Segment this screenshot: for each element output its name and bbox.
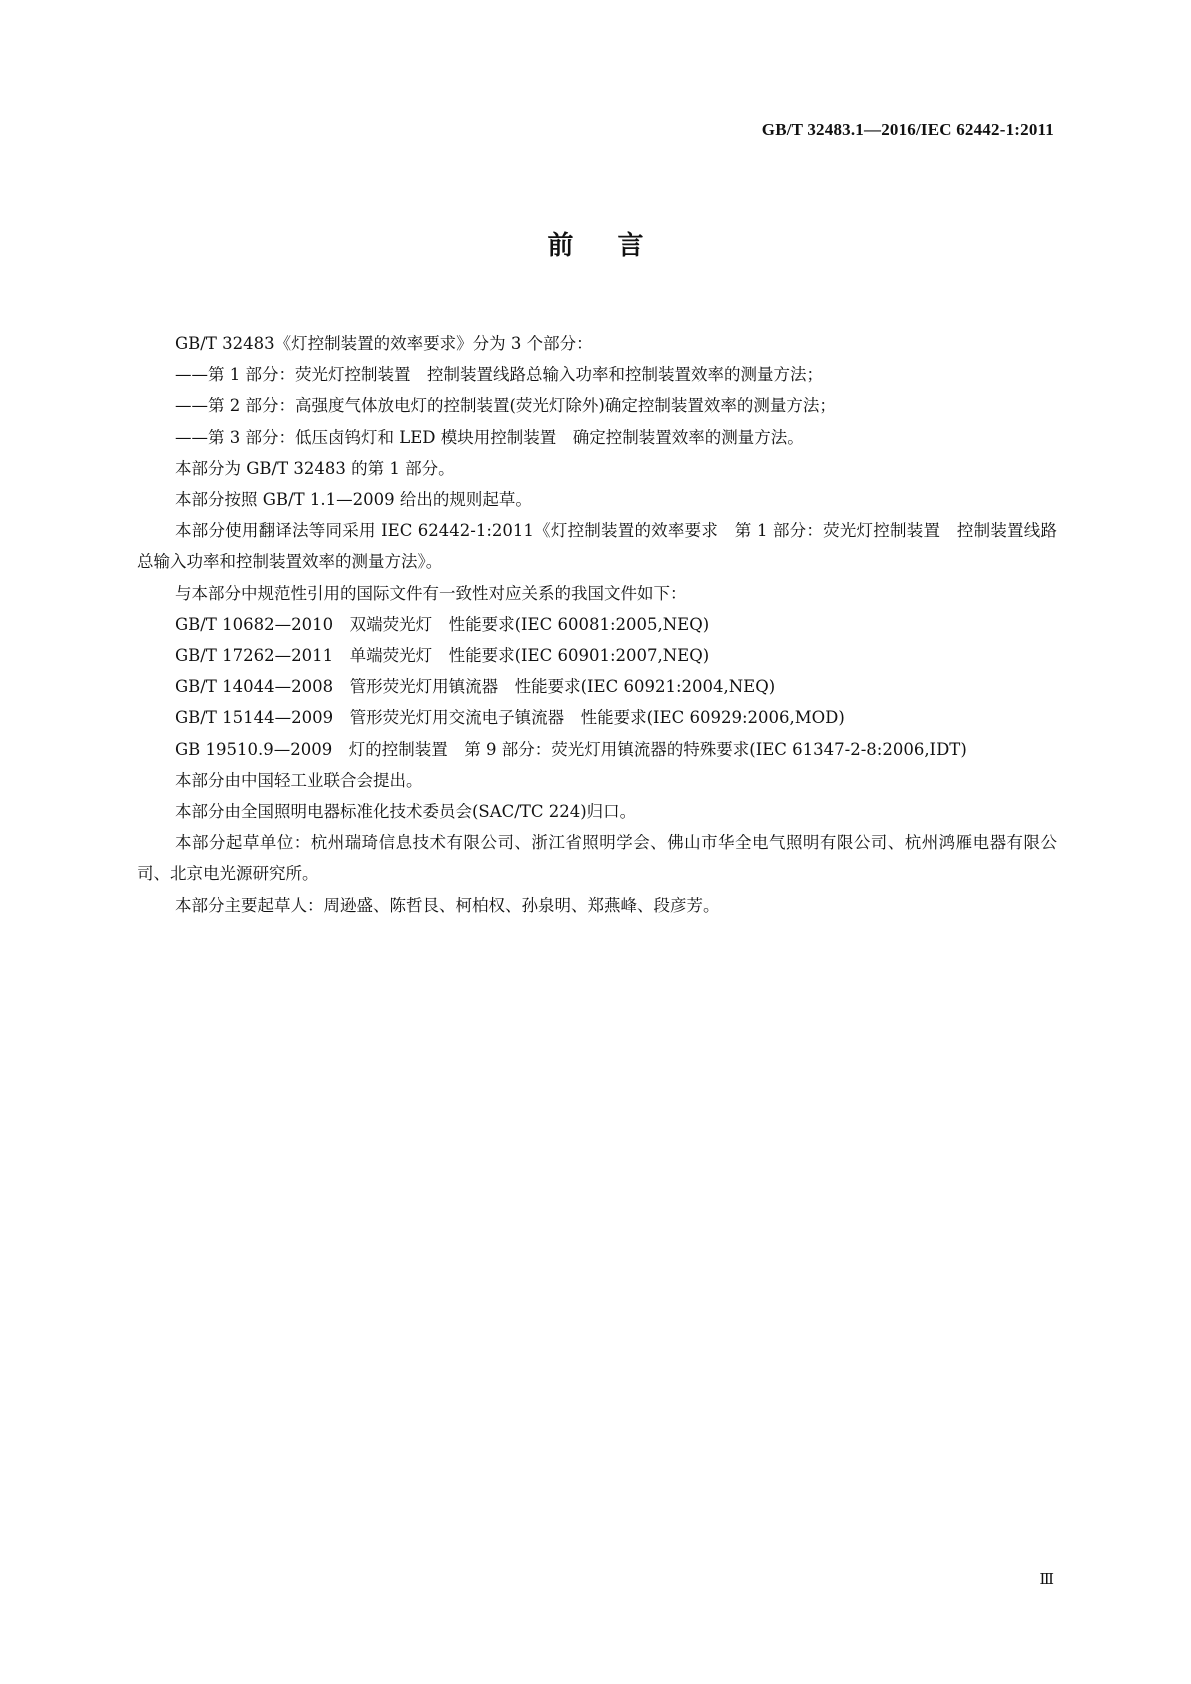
reference-item: GB/T 14044—2008 管形荧光灯用镇流器 性能要求(IEC 60921:2004,NEQ): [175, 677, 776, 697]
paragraph-part-number: 本部分为 GB/T 32483 的第 1 部分。: [175, 458, 455, 478]
reference-item: GB/T 15144—2009 管形荧光灯用交流电子镇流器 性能要求(IEC 60929:2006,MOD): [175, 708, 845, 728]
paragraph-references-intro: 与本部分中规范性引用的国际文件有一致性对应关系的我国文件如下：: [175, 583, 687, 603]
paragraph-drafting-units: 本部分起草单位：杭州瑞琦信息技术有限公司、浙江省照明学会、佛山市华全电气照明有限公司、杭州鸿雁电器有限公司、北京电光源研究所。: [137, 833, 1057, 884]
reference-item: GB 19510.9—2009 灯的控制装置 第 9 部分：荧光灯用镇流器的特殊要求(IEC 61347-2-8:2006,IDT): [175, 739, 967, 759]
reference-item: GB/T 17262—2011 单端荧光灯 性能要求(IEC 60901:2007,NEQ): [175, 646, 710, 666]
paragraph-centralized: 本部分由全国照明电器标准化技术委员会(SAC/TC 224)归口。: [175, 802, 637, 822]
paragraph-drafting-rules: 本部分按照 GB/T 1.1—2009 给出的规则起草。: [175, 490, 532, 510]
reference-item: GB/T 10682—2010 双端荧光灯 性能要求(IEC 60081:2005,NEQ): [175, 614, 710, 634]
paragraph-parts-intro: GB/T 32483《灯控制装置的效率要求》分为 3 个部分：: [175, 334, 593, 353]
paragraph-drafters: 本部分主要起草人：周逊盛、陈哲艮、柯柏权、孙泉明、郑燕峰、段彦芳。: [175, 895, 720, 915]
page-title: 前言: [547, 231, 688, 261]
list-item-part-2: ——第 2 部分：高强度气体放电灯的控制装置(荧光灯除外)确定控制装置效率的测量方法；: [175, 396, 836, 416]
foreword-body: [137, 328, 1057, 921]
list-item-part-3: ——第 3 部分：低压卤钨灯和 LED 模块用控制装置 确定控制装置效率的测量方法。: [175, 427, 804, 447]
page-number: Ⅲ: [1039, 1572, 1054, 1588]
list-item-part-1: ——第 1 部分：荧光灯控制装置 控制装置线路总输入功率和控制装置效率的测量方法；: [175, 365, 823, 385]
standard-code-header: GB/T 32483.1—2016/IEC 62442-1:2011: [761, 120, 1054, 139]
paragraph-adoption: 本部分使用翻译法等同采用 IEC 62442-1:2011《灯控制装置的效率要求 第 1 部分：荧光灯控制装置 控制装置线路总输入功率和控制装置效率的测量方法》。: [137, 521, 1057, 572]
paragraph-proposer: 本部分由中国轻工业联合会提出。: [175, 770, 423, 790]
